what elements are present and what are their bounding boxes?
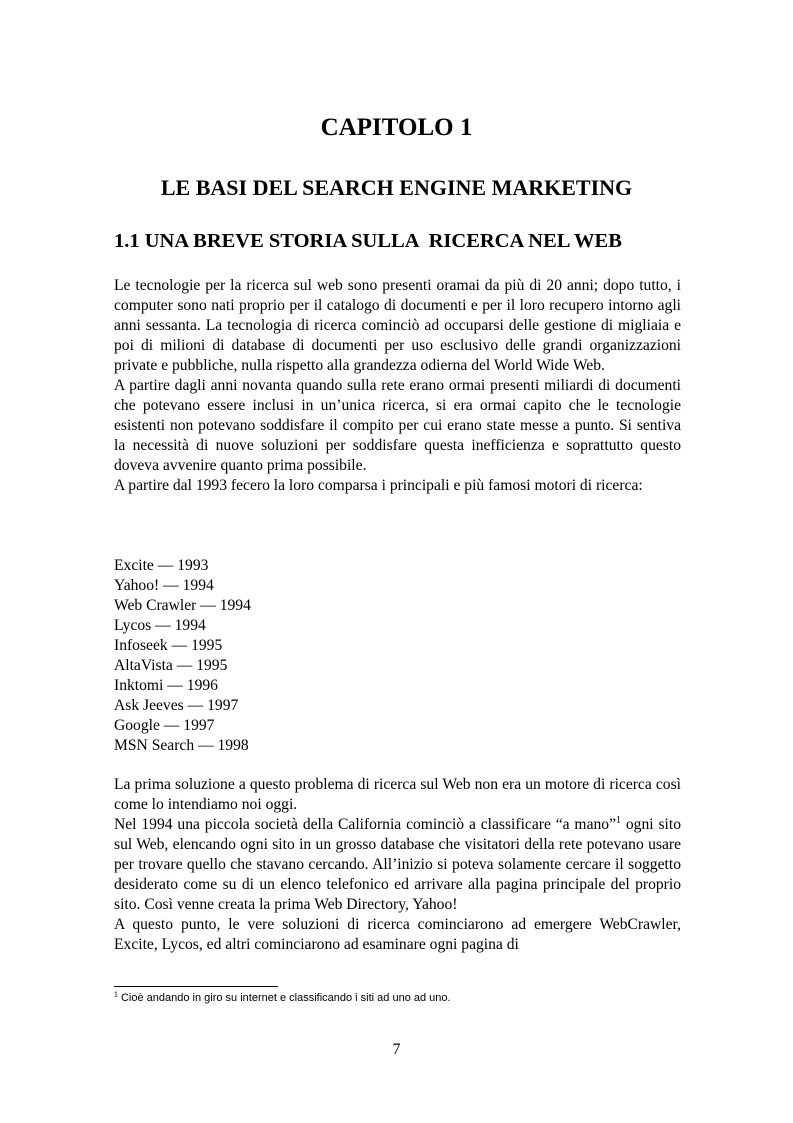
footnote-text: Cioè andando in giro su internet e classificando i siti ad uno ad uno. [120, 992, 451, 1004]
list-item: Ask Jeeves — 1997 [114, 697, 239, 714]
search-engine-list [114, 556, 251, 756]
list-item: Inktomi — 1996 [114, 677, 218, 694]
footnote-marker[interactable]: 1 [616, 814, 622, 826]
text-run: Nel 1994 una piccola società della California cominciò a classificare “a mano” [114, 816, 617, 833]
list-item: AltaVista — 1995 [114, 657, 228, 674]
list-item: Infoseek — 1995 [114, 637, 223, 654]
paragraph: A partire dal 1993 fecero la loro comparsa i principali e più famosi motori di ricerca: [114, 477, 643, 494]
paragraph: Le tecnologie per la ricerca sul web sono presenti oramai da più di 20 anni; dopo tutto, i computer sono nati proprio per il catalogo di documenti e per il loro recupero intorno agli anni sessanta. La tecnologia di ricerca cominciò ad occuparsi delle gestione di migliaia e poi di milioni di database di documenti per uso esclusivo delle grandi organizzazioni private e pubbliche, nulla rispetto alla grandezza odierna del World Wide Web. [114, 277, 681, 374]
chapter-title: LE BASI DEL SEARCH ENGINE MARKETING [160, 175, 633, 200]
list-item: Google — 1997 [114, 717, 215, 734]
paragraph-with-footnote [114, 815, 681, 915]
paragraph: A questo punto, le vere soluzioni di ricerca cominciarono ad emergere WebCrawler, Excite, Lycos, ed altri cominciarono ad esaminare ogni pagina di [114, 916, 681, 953]
history-paragraphs [114, 775, 681, 955]
list-item: MSN Search — 1998 [114, 737, 249, 754]
page-number: 7 [392, 1041, 401, 1058]
list-item: Excite — 1993 [114, 557, 209, 574]
footnote-divider [114, 986, 278, 987]
footnote [114, 992, 451, 1004]
list-item: Lycos — 1994 [114, 617, 206, 634]
list-item: Web Crawler — 1994 [114, 597, 251, 614]
intro-paragraphs [114, 276, 681, 496]
paragraph: A partire dagli anni novanta quando sulla rete erano ormai presenti miliardi di documenti che potevano essere inclusi in un’unica ricerca, si era ormai capito che le tecnologie esistenti non potevano soddisfare il compito per cui erano state messe a punto. Si sentiva la necessità di nuove soluzioni per soddisfare questa inefficienza e soprattutto questo doveva avvenire quanto prima possibile. [114, 377, 681, 474]
text-run: ogni sito sul Web, elencando ogni sito in un grosso database che visitatori della rete potevano usare per trovare quello che stavano cercando. All’inizio si poteva solamente cercare il soggetto desiderato come su di un elenco telefonico ed arrivare alla pagina principale del proprio sito. Così venne creata la prima Web Directory, Yahoo! [114, 816, 681, 913]
chapter-heading: CAPITOLO 1 [320, 114, 473, 141]
section-heading: 1.1 UNA BREVE STORIA SULLA RICERCA NEL WEB [114, 230, 622, 252]
footnote-number: 1 [114, 991, 118, 999]
list-item: Yahoo! — 1994 [114, 577, 214, 594]
paragraph: La prima soluzione a questo problema di ricerca sul Web non era un motore di ricerca così come lo intendiamo noi oggi. [114, 776, 681, 813]
